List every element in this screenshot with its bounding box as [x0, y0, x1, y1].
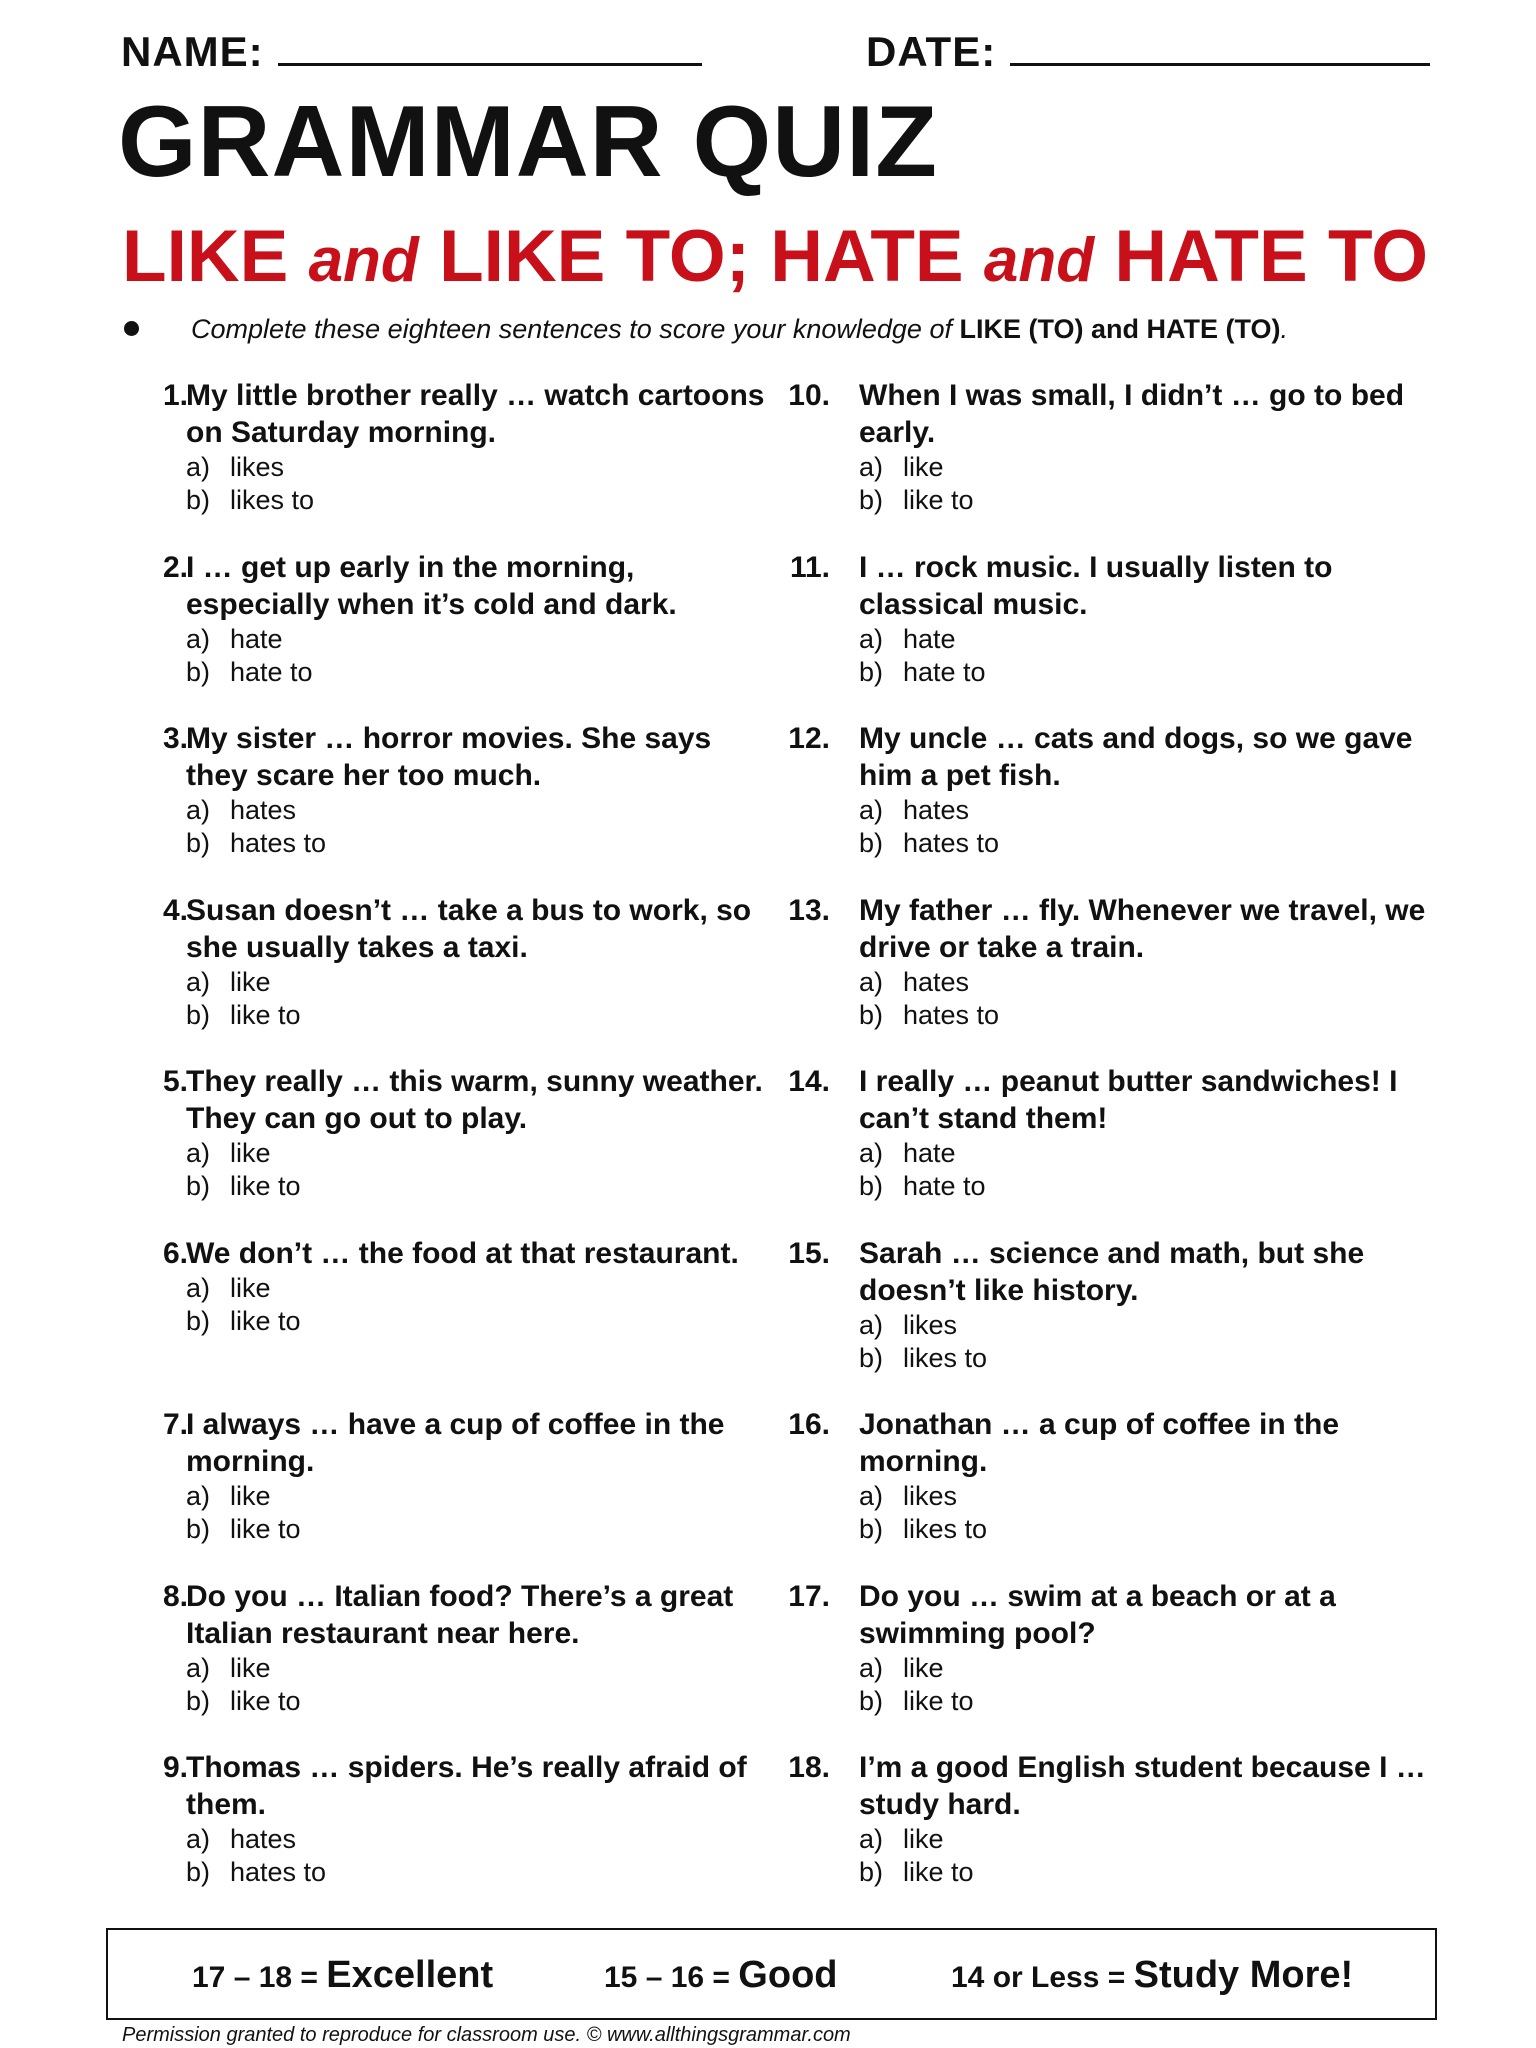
page-title: GRAMMAR QUIZ: [118, 86, 938, 198]
option-text: hate to: [903, 1171, 986, 1201]
option-letter: b): [186, 1685, 211, 1716]
question-number: 1.: [162, 379, 188, 412]
option-text: like to: [230, 1305, 301, 1336]
answer-option-a[interactable]: [859, 1652, 1446, 1685]
question-text: I … rock music. I usually listen to classical music.: [859, 550, 1333, 621]
option-text: like to: [230, 1171, 301, 1201]
date-blank-line[interactable]: [1010, 31, 1430, 66]
option-text: like: [230, 1272, 271, 1303]
question-number: 13.: [788, 893, 830, 927]
option-text: like: [230, 1481, 271, 1511]
option-text: like: [230, 966, 271, 997]
option-text: like: [903, 1652, 944, 1683]
option-letter: b): [186, 1857, 211, 1887]
option-text: hate: [903, 623, 956, 654]
question-body: [186, 1406, 768, 1546]
answer-option-b[interactable]: [859, 1342, 1446, 1375]
question-item: [786, 377, 1446, 549]
score-label: Excellent: [326, 1954, 494, 1996]
answer-option-a[interactable]: [186, 1137, 768, 1170]
option-text: likes to: [903, 1342, 988, 1373]
answer-option-b[interactable]: [859, 1685, 1446, 1718]
option-letter: a): [859, 1138, 884, 1168]
question-text: They really … this warm, sunny weather. They can go out to play.: [186, 1065, 763, 1135]
question-number: 3.: [162, 722, 188, 755]
option-letter: a): [859, 795, 884, 825]
option-letter: b): [186, 828, 211, 858]
question-body: [186, 1749, 768, 1889]
footer-permission: Permission granted to reproduce for classroom use. © www.allthingsgrammar.com: [122, 2024, 851, 2046]
question-text: I always … have a cup of coffee in the morning.: [186, 1408, 725, 1478]
score-range: 15 – 16 =: [604, 1961, 739, 1994]
score-range: 14 or Less =: [951, 1961, 1134, 1994]
option-letter: b): [859, 1342, 884, 1373]
answer-option-a[interactable]: [186, 1480, 768, 1513]
option-letter: a): [859, 452, 884, 482]
question-body: [859, 720, 1446, 860]
question-number: 7.: [162, 1408, 188, 1441]
question-text: When I was small, I didn’t … go to bed early.: [859, 379, 1405, 449]
question-body: [859, 1578, 1446, 1718]
score-range: 17 – 18 =: [192, 1961, 327, 1994]
answer-option-b[interactable]: [859, 827, 1446, 860]
option-letter: b): [859, 999, 884, 1030]
question-text: Susan doesn’t … take a bus to work, so she usually takes a taxi.: [186, 893, 752, 964]
question-body: [186, 1578, 768, 1718]
answer-option-a[interactable]: [859, 1823, 1446, 1856]
option-letter: a): [186, 1824, 211, 1854]
scoring-box: [106, 1928, 1437, 2020]
question-text: My uncle … cats and dogs, so we gave him a pet fish.: [859, 722, 1413, 792]
question-text: My little brother really … watch cartoons on Saturday morning.: [186, 379, 765, 449]
page-subtitle: [122, 216, 1429, 297]
question-number: 6.: [162, 1236, 188, 1270]
question-item: [128, 1749, 768, 1921]
answer-option-a[interactable]: [859, 794, 1446, 827]
option-letter: a): [859, 1824, 884, 1854]
option-letter: b): [186, 999, 211, 1030]
questions-left-column: [128, 377, 768, 1921]
option-letter: b): [859, 1514, 884, 1544]
score-good: [604, 1954, 838, 1997]
question-item: [786, 1235, 1446, 1407]
option-text: like to: [230, 1514, 301, 1544]
instructions-end: .: [1280, 314, 1288, 344]
option-text: likes to: [903, 1514, 988, 1544]
score-label: Good: [738, 1954, 838, 1996]
option-text: like: [903, 452, 944, 482]
option-letter: a): [186, 795, 211, 825]
answer-option-a[interactable]: [186, 794, 768, 827]
question-text: Sarah … science and math, but she doesn’t like history.: [859, 1236, 1365, 1307]
answer-option-b[interactable]: [186, 484, 768, 517]
question-item: [128, 377, 768, 549]
question-text: I … get up early in the morning, especially when it’s cold and dark.: [186, 550, 677, 621]
option-text: likes: [903, 1309, 958, 1340]
question-item: [786, 1063, 1446, 1235]
option-letter: a): [859, 966, 884, 997]
question-text: Thomas … spiders. He’s really afraid of them.: [186, 1751, 747, 1821]
question-item: [128, 549, 768, 721]
score-label: Study More!: [1133, 1954, 1354, 1996]
question-item: [128, 1235, 768, 1407]
question-number: 14.: [788, 1065, 830, 1098]
question-number: 15.: [788, 1236, 830, 1270]
question-number: 2.: [162, 550, 188, 584]
option-letter: b): [859, 485, 884, 515]
name-blank-line[interactable]: [278, 31, 702, 66]
question-body: [859, 549, 1446, 689]
question-number: 18.: [788, 1751, 830, 1784]
name-label: NAME:: [121, 28, 264, 75]
answer-option-b[interactable]: [186, 1856, 768, 1889]
option-letter: a): [186, 623, 211, 654]
question-text: My father … fly. Whenever we travel, we drive or take a train.: [859, 893, 1426, 964]
answer-option-b[interactable]: [859, 484, 1446, 517]
option-letter: a): [859, 623, 884, 654]
option-text: hates to: [903, 828, 1000, 858]
answer-option-a[interactable]: [859, 1137, 1446, 1170]
question-body: [859, 1063, 1446, 1203]
date-field[interactable]: [866, 28, 1430, 76]
question-body: [186, 1235, 768, 1338]
score-study-more: [951, 1954, 1353, 1997]
question-item: [128, 720, 768, 892]
question-item: [786, 892, 1446, 1064]
answer-option-a[interactable]: [186, 966, 768, 999]
question-body: [186, 720, 768, 860]
question-number: 12.: [788, 722, 830, 755]
option-text: hates to: [230, 1857, 327, 1887]
question-body: [859, 1235, 1446, 1375]
option-text: like to: [230, 999, 301, 1030]
question-body: [186, 377, 768, 517]
question-body: [859, 1406, 1446, 1546]
question-item: [786, 549, 1446, 721]
option-text: hate to: [903, 656, 986, 687]
question-text: I’m a good English student because I … study hard.: [859, 1751, 1426, 1821]
question-body: [859, 377, 1446, 517]
option-letter: b): [859, 656, 884, 687]
question-item: [786, 1749, 1446, 1921]
question-text: Jonathan … a cup of coffee in the morning.: [859, 1408, 1340, 1478]
question-number: 8.: [162, 1579, 188, 1613]
answer-option-b[interactable]: [186, 1170, 768, 1203]
option-text: hate: [903, 1138, 956, 1168]
question-body: [186, 549, 768, 689]
answer-option-a[interactable]: [186, 451, 768, 484]
question-text: We don’t … the food at that restaurant.: [186, 1236, 739, 1270]
answer-option-a[interactable]: [859, 1309, 1446, 1342]
answer-option-b[interactable]: [859, 1856, 1446, 1889]
name-field[interactable]: [121, 28, 702, 76]
answer-option-b[interactable]: [859, 999, 1446, 1032]
subtitle-part-1: LIKE: [122, 216, 309, 297]
questions-right-column: [786, 377, 1446, 1921]
answer-option-a[interactable]: [186, 623, 768, 656]
option-letter: b): [859, 828, 884, 858]
option-letter: b): [186, 485, 211, 515]
option-text: likes: [230, 452, 285, 482]
option-text: hate to: [230, 656, 313, 687]
question-number: 17.: [788, 1579, 830, 1613]
option-text: likes: [903, 1481, 958, 1511]
subtitle-part-2: LIKE TO; HATE: [418, 216, 984, 297]
subtitle-and-1: and: [308, 226, 419, 295]
option-letter: a): [186, 1481, 211, 1511]
answer-option-a[interactable]: [186, 1272, 768, 1305]
option-letter: b): [859, 1685, 884, 1716]
subtitle-and-2: and: [983, 226, 1095, 295]
answer-option-b[interactable]: [859, 656, 1446, 689]
question-number: 11.: [789, 550, 830, 584]
question-text: I really … peanut butter sandwiches! I can’t stand them!: [859, 1065, 1398, 1135]
option-letter: b): [186, 1171, 211, 1201]
question-item: [128, 1063, 768, 1235]
option-text: hates: [230, 795, 297, 825]
question-text: My sister … horror movies. She says they scare her too much.: [186, 722, 712, 792]
instructions: [124, 314, 1288, 345]
subtitle-part-3: HATE TO: [1094, 216, 1429, 297]
question-number: 9.: [162, 1751, 188, 1784]
answer-option-a[interactable]: [859, 623, 1446, 656]
answer-option-b[interactable]: [186, 1305, 768, 1338]
answer-option-b[interactable]: [186, 1685, 768, 1718]
option-letter: a): [186, 966, 211, 997]
option-text: hates to: [903, 999, 1000, 1030]
option-text: hates: [230, 1824, 297, 1854]
answer-option-b[interactable]: [186, 656, 768, 689]
option-text: hates to: [230, 828, 327, 858]
option-text: like: [230, 1138, 271, 1168]
answer-option-b[interactable]: [859, 1513, 1446, 1546]
answer-option-a[interactable]: [859, 966, 1446, 999]
question-item: [786, 720, 1446, 892]
score-excellent: [192, 1954, 493, 1997]
question-number: 4.: [162, 893, 188, 927]
answer-option-b[interactable]: [186, 827, 768, 860]
question-item: [128, 892, 768, 1064]
option-text: like to: [903, 1685, 974, 1716]
option-text: hates: [903, 795, 970, 825]
question-number: 10.: [788, 379, 830, 412]
answer-option-a[interactable]: [859, 451, 1446, 484]
option-letter: a): [186, 1652, 211, 1683]
option-letter: a): [186, 452, 211, 482]
option-letter: b): [186, 1514, 211, 1544]
question-body: [186, 1063, 768, 1203]
option-letter: b): [859, 1857, 884, 1887]
answer-option-a[interactable]: [859, 1480, 1446, 1513]
answer-option-a[interactable]: [186, 1823, 768, 1856]
question-body: [859, 892, 1446, 1032]
answer-option-b[interactable]: [186, 999, 768, 1032]
option-letter: b): [186, 656, 211, 687]
option-text: hate: [230, 623, 283, 654]
option-letter: a): [859, 1309, 884, 1340]
question-item: [786, 1578, 1446, 1750]
question-text: Do you … Italian food? There’s a great Italian restaurant near here.: [186, 1579, 734, 1650]
answer-option-a[interactable]: [186, 1652, 768, 1685]
question-number: 5.: [162, 1065, 188, 1098]
date-label: DATE:: [866, 28, 997, 75]
answer-option-b[interactable]: [186, 1513, 768, 1546]
question-body: [859, 1749, 1446, 1889]
question-number: 16.: [788, 1408, 830, 1441]
question-body: [186, 892, 768, 1032]
option-text: like: [230, 1652, 271, 1683]
option-letter: a): [186, 1138, 211, 1168]
option-text: like to: [230, 1685, 301, 1716]
instructions-text: Complete these eighteen sentences to score your knowledge of: [191, 314, 960, 344]
option-text: like to: [903, 1857, 974, 1887]
option-letter: b): [859, 1171, 884, 1201]
option-text: likes to: [230, 485, 315, 515]
bullet-icon: [124, 321, 139, 336]
question-item: [786, 1406, 1446, 1578]
option-text: like: [903, 1824, 944, 1854]
option-letter: a): [859, 1652, 884, 1683]
option-letter: b): [186, 1305, 211, 1336]
option-text: like to: [903, 485, 974, 515]
option-letter: a): [186, 1272, 211, 1303]
instructions-bold: LIKE (TO) and HATE (TO): [959, 314, 1281, 344]
question-text: Do you … swim at a beach or at a swimming pool?: [859, 1579, 1336, 1650]
question-item: [128, 1578, 768, 1750]
option-text: hates: [903, 966, 970, 997]
option-letter: a): [859, 1481, 884, 1511]
question-item: [128, 1406, 768, 1578]
answer-option-b[interactable]: [859, 1170, 1446, 1203]
